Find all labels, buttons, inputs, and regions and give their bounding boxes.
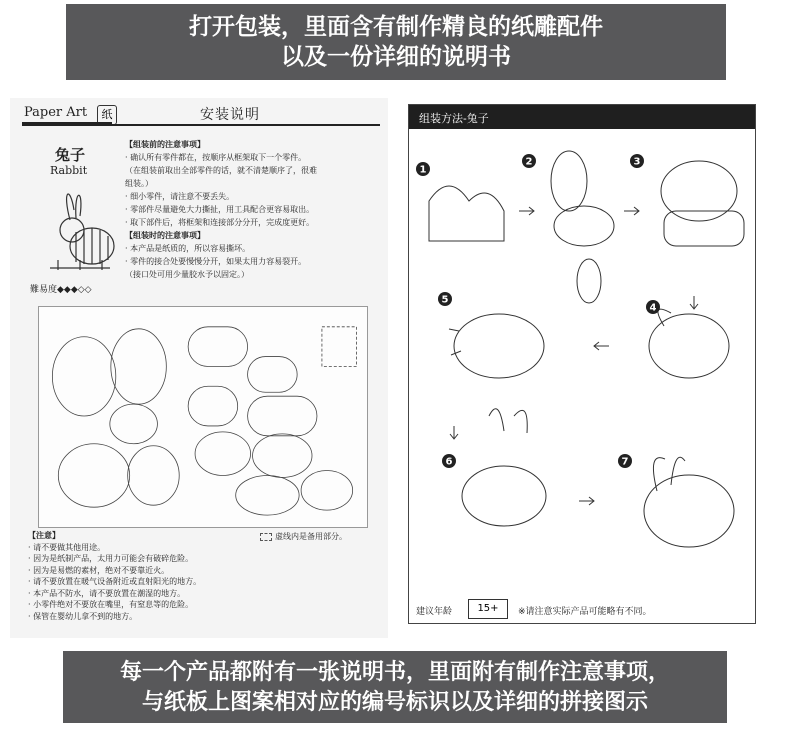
assembly-title: 组装方法-兔子	[409, 105, 755, 129]
age-label: 建议年龄	[416, 607, 453, 617]
step-6-label: 6	[445, 456, 453, 468]
step-7-label: 7	[621, 456, 629, 468]
top-banner-line2: 以及一份详细的说明书	[281, 44, 511, 70]
warning-line: · 小零件绝对不要放在嘴里，有窒息等的危险。	[28, 600, 194, 609]
product-name-en: Rabbit	[50, 164, 88, 177]
step-3-label: 3	[633, 156, 641, 168]
sheet-title: 安装说明	[200, 107, 260, 123]
note-line: · 本产品是纸质的，所以容易撕坏。	[125, 244, 251, 253]
top-banner	[66, 4, 726, 80]
product-name: 兔子	[55, 146, 86, 164]
step-5-label: 5	[441, 294, 449, 306]
note-line: · 确认所有零件都在，按顺序从框架取下一个零件。	[125, 153, 307, 162]
parts-sheet-diagram	[38, 306, 368, 528]
note-line: 组装。）	[125, 179, 153, 188]
age-value: 15+	[468, 599, 508, 619]
spare-parts-legend	[260, 531, 347, 542]
difficulty-rating: 難易度◆◆◆◇◇	[30, 285, 92, 295]
note-line: 【组装前的注意事项】	[125, 139, 205, 149]
note-line: （在组装前取出全部零件的话，就不清楚顺序了，很难	[125, 166, 317, 175]
assembly-sheet	[408, 104, 756, 624]
warning-line: · 请不要放置在暖气设备附近或直射阳光的地方。	[28, 577, 202, 586]
note-line: · 取下部件后，将框架和连接部分分开，完成度更好。	[125, 218, 315, 227]
step-2-label: 2	[525, 156, 533, 168]
warning-line: 【注意】	[28, 530, 60, 540]
age-recommendation	[408, 596, 756, 624]
header-rule	[22, 124, 380, 126]
warning-line: · 本产品不防水，请不要放置在潮湿的地方。	[28, 588, 186, 598]
rabbit-model-illustration	[40, 180, 120, 280]
bottom-banner-line2: 与纸板上图案相对应的编号标识以及详细的拼接图示	[141, 689, 648, 715]
warning-line: · 因为是纸制产品，太用力可能会有破碎危险。	[28, 554, 194, 563]
brand-seal: 纸	[97, 105, 117, 125]
warning-line: · 保管在婴幼儿拿不到的地方。	[28, 611, 138, 621]
product-disclaimer: ※请注意实际产品可能略有不同。	[518, 607, 652, 617]
note-line: · 零件的接合处要慢慢分开，如果太用力容易裂开。	[125, 257, 307, 266]
top-banner-line1: 打开包装，里面含有制作精良的纸雕配件	[189, 14, 603, 40]
instruction-sheet	[10, 98, 388, 638]
note-line: 【组装时的注意事项】	[125, 230, 205, 240]
pre-assembly-notes	[125, 138, 383, 281]
warning-line: · 请不要做其他用途。	[28, 542, 106, 552]
assembly-steps-diagram	[409, 131, 755, 591]
legend-text: 虚线内是备用部分。	[275, 532, 347, 541]
bottom-banner	[63, 651, 727, 723]
step-4-label: 4	[649, 302, 657, 314]
note-line: · 零部件尽量避免大力撕扯，用工具配合更容易取出。	[125, 205, 315, 214]
note-line: · 细小零件，请注意不要丢失。	[125, 192, 235, 201]
brand-name: Paper Art	[24, 105, 88, 120]
step-1-label: 1	[419, 164, 427, 176]
warnings	[28, 530, 268, 622]
bottom-banner-line1: 每一个产品都附有一张说明书，里面附有制作注意事项，	[119, 659, 670, 685]
warning-line: · 因为是易燃的素材，绝对不要靠近火。	[28, 565, 170, 575]
note-line: （接口处可用少量胶水予以固定。）	[125, 270, 249, 279]
